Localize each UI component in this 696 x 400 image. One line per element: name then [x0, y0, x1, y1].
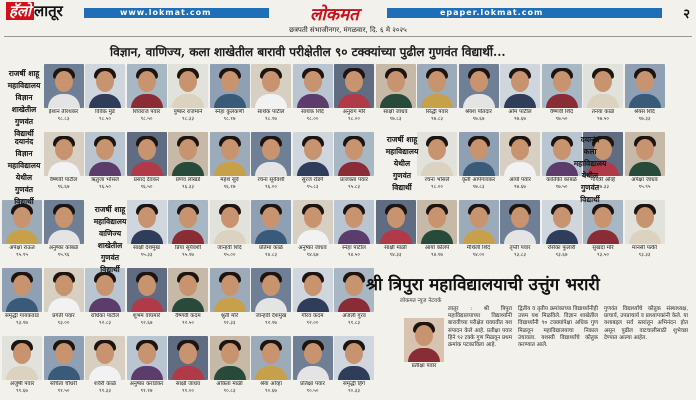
- student-photo: [210, 64, 250, 108]
- student-percentage: ९४.८३: [265, 252, 277, 258]
- student-name: प्रतिमा काळे: [259, 245, 283, 251]
- section-label-line: वाणिज्य: [98, 229, 122, 238]
- section-label-line: गुणवंत: [100, 253, 120, 262]
- student-percentage: ९०.८३: [223, 388, 236, 394]
- student-photo: [251, 336, 291, 380]
- student-photo: [542, 64, 582, 108]
- student-photo: [210, 336, 250, 380]
- student-percentage: ९८.००: [348, 116, 360, 122]
- student-percentage: ९६.१७: [223, 184, 236, 190]
- student-percentage: ९३.५०: [597, 252, 609, 258]
- student-card: [625, 64, 665, 122]
- dateline: छत्रपती संभाजीनगर, मंगळवार, दि. ६ मे २०२५: [289, 26, 407, 34]
- student-percentage: ९७.५०: [555, 184, 568, 190]
- student-percentage: ९७.५०: [555, 116, 568, 122]
- section-label-block2: [4, 136, 44, 208]
- student-percentage: ९१.१७: [140, 388, 153, 394]
- student-card: [293, 336, 333, 394]
- article-column-1: लातूर : श्री त्रिपुरा महाविद्यालयाच्या विद्यार्थ्यांनी बारावीच्या परीक्षेत घवघवीत यश संपादन केले आहे. प्रतीक्षा पवार हिने ९२ टक्के गुण मिळवून प्रथम क्रमांक पटकाविला आहे.: [448, 306, 512, 349]
- student-percentage: ९८.००: [431, 184, 443, 190]
- student-photo: [168, 200, 208, 244]
- student-card: [210, 200, 250, 258]
- student-card: [2, 200, 42, 258]
- student-photo: [168, 132, 208, 176]
- masthead: [0, 0, 696, 24]
- student-card: [293, 132, 333, 190]
- student-percentage: ९२.१७: [265, 320, 277, 326]
- student-photo: [168, 64, 208, 108]
- student-percentage: ९६.६७: [57, 184, 70, 190]
- student-name: सार्थक शिंदे: [301, 109, 324, 115]
- student-name: मानसी पत्की: [632, 245, 657, 251]
- student-name: शिवराज पवार: [132, 109, 161, 115]
- student-percentage: ९८.१७: [223, 116, 236, 122]
- student-percentage: ९४.१७: [431, 252, 443, 258]
- student-photo: [2, 268, 42, 312]
- student-photo: [44, 132, 84, 176]
- student-name: श्रेया ओव्हा: [260, 381, 282, 387]
- student-photo: [583, 200, 623, 244]
- student-photo: [2, 336, 42, 380]
- student-name: कृती आपेगावकर: [461, 177, 496, 183]
- student-card: [293, 64, 333, 122]
- student-photo: [500, 200, 540, 244]
- student-name: श्रेयस शिंदे: [634, 109, 655, 115]
- student-card: [168, 268, 208, 326]
- student-photo: [293, 64, 333, 108]
- student-percentage: ९५.८३: [348, 184, 360, 190]
- student-name: सुखदा मोरे: [592, 245, 614, 251]
- student-percentage: ९२.३३: [223, 320, 236, 326]
- student-photo: [251, 200, 291, 244]
- student-percentage: ९७.८३: [472, 184, 485, 190]
- student-name: आर्या पवार: [509, 177, 531, 183]
- student-card: [85, 268, 125, 326]
- student-percentage: ९१.००: [182, 388, 194, 394]
- student-name: सार्थक पाटील: [257, 109, 285, 115]
- article-title: श्री त्रिपुरा महाविद्यालयाची उत्तुंग भरारी: [366, 275, 600, 295]
- student-percentage: ९७.६७: [514, 184, 526, 190]
- student-photo: [459, 200, 499, 244]
- student-name: प्राजक्ता पवार: [340, 177, 368, 183]
- section-label-line: राजर्षी शाहू: [8, 69, 40, 78]
- student-percentage: ९७.३३: [597, 184, 609, 190]
- student-percentage: ९४.५०: [348, 252, 360, 258]
- student-photo: [376, 64, 416, 108]
- student-card: [334, 336, 374, 394]
- student-name: पुष्कर राजमाने: [173, 109, 203, 115]
- student-percentage: ९६.३३: [182, 184, 194, 190]
- section-label-line: महाविद्यालय: [7, 81, 41, 90]
- student-card: [459, 132, 499, 190]
- student-name: साक्षी जाधव: [175, 381, 201, 387]
- student-name: स्नेहा कुलकर्णी: [215, 109, 244, 115]
- website-right: epaper.lokmat.com: [440, 8, 544, 17]
- student-name: साक्षी जाधव: [383, 109, 408, 115]
- student-photo: [459, 64, 499, 108]
- student-percentage: ९२.००: [306, 320, 319, 326]
- student-name: अंजली गुरव: [342, 313, 366, 319]
- student-photo: [293, 268, 333, 312]
- student-card: [542, 64, 582, 122]
- student-percentage: ९२.८३: [99, 320, 111, 326]
- student-photo: [542, 200, 582, 244]
- student-percentage: ९५.८३: [306, 184, 319, 190]
- student-photo: [376, 200, 416, 244]
- student-name: संचिता चौधरी: [50, 381, 77, 387]
- student-card: [168, 200, 208, 258]
- student-photo: [625, 64, 665, 108]
- student-card: [127, 64, 167, 122]
- brand-prefix: हॅलो: [6, 2, 34, 20]
- student-photo: [625, 200, 665, 244]
- section-label-line: गुणवंत: [14, 117, 34, 126]
- student-card: [500, 200, 540, 258]
- student-name: जान्हवी शिंदे: [217, 245, 242, 251]
- student-name: श्रेयश पोतदार: [465, 109, 492, 115]
- student-card: [334, 64, 374, 122]
- student-name: आर्या कोलपे: [424, 245, 450, 251]
- student-name: ओम पाटील: [508, 109, 532, 115]
- divider: [4, 36, 692, 37]
- student-percentage: ९४.००: [472, 252, 485, 258]
- student-name: स्नेहा पाटील: [342, 245, 366, 251]
- section-label-line: येथील: [393, 159, 411, 168]
- student-percentage: ९०.५०: [306, 388, 319, 394]
- student-photo: [334, 64, 374, 108]
- article-column-3: गुणवंत विद्यार्थ्यांचे कौतुक संस्थाध्यक्ष, प्राचार्य, उपप्राचार्य व प्राध्यापकांनी केले. या यशाबद्दल सर्व स्तरांतून अभिनंदन होत असून पुढील वाटचालीसाठी शुभेच्छा देण्यात आल्या आहेत.: [604, 306, 688, 341]
- student-name: शर्वरी काळे: [93, 381, 117, 387]
- student-percentage: ९३.८३: [514, 252, 526, 258]
- student-card: [459, 64, 499, 122]
- student-name: रचना सूर्यवंशी: [257, 177, 285, 183]
- student-name: साक्षी देशमुख: [133, 245, 160, 251]
- student-name: मैथिली शिंदे: [466, 245, 491, 251]
- student-name: अनुष्का करांडेकर: [129, 381, 164, 387]
- student-name: कार्तिकी कांबळे: [546, 177, 577, 183]
- student-percentage: ९१.६७: [16, 388, 28, 394]
- student-name: तृप्ती पवार: [509, 245, 531, 251]
- student-photo: [127, 64, 167, 108]
- student-percentage: ९७.६७: [472, 116, 485, 122]
- article-inset-photo: [404, 318, 444, 370]
- student-card: [500, 64, 540, 122]
- student-card: [44, 268, 84, 326]
- student-name: अंजुषी पवार: [9, 381, 35, 387]
- student-name: प्रिया सूर्यवंशी: [174, 245, 202, 251]
- section-label-line: विद्यार्थी: [392, 183, 412, 192]
- student-name: प्रसाद देवकर: [133, 177, 160, 183]
- student-card: [44, 132, 84, 190]
- student-percentage: ९६.५०: [99, 184, 111, 190]
- student-photo: [127, 132, 167, 176]
- student-percentage: ९५.१७: [182, 252, 194, 258]
- section-label-line: दयानंद: [580, 135, 600, 144]
- student-percentage: ९६.००: [265, 184, 277, 190]
- section-label-line: विज्ञान: [15, 149, 33, 158]
- student-name: ऋतुजा भोसले: [91, 177, 119, 183]
- student-photo: [85, 336, 125, 380]
- student-card: [376, 64, 416, 122]
- student-percentage: ९१.८३: [348, 320, 360, 326]
- student-name: अनुष्का कांबळे: [48, 245, 79, 251]
- article-column-2: द्वितीय व तृतीय क्रमांकाच्या विद्यार्थ्यांनीही उत्तम यश मिळविले. विज्ञान शाखेतील विद्यार्थ्यांनी ९० टक्क्यांपेक्षा अधिक गुण मिळवून महाविद्यालयाचा निकाल उंचावला. यशस्वी विद्यार्थ्यांचे कौतुक करण्यात आले.: [518, 306, 598, 349]
- student-card: [210, 132, 250, 190]
- student-percentage: ९३.३३: [638, 252, 651, 258]
- student-name: साक्षी माळी: [384, 245, 407, 251]
- student-percentage: ९५.९५: [16, 252, 28, 258]
- section-label-line: गुणवंत: [14, 185, 34, 194]
- student-name: तनया काळे: [591, 109, 615, 115]
- student-card: [625, 200, 665, 258]
- student-percentage: ९८.५०: [140, 116, 153, 122]
- student-photo: [251, 132, 291, 176]
- student-photo: [44, 336, 84, 380]
- student-percentage: ९८.८३: [57, 116, 70, 122]
- student-photo: [500, 132, 540, 176]
- student-name: वैष्णवी शिंदे: [549, 109, 574, 115]
- student-name: अपेक्षा जाधव: [631, 177, 658, 183]
- student-card: [127, 132, 167, 190]
- student-photo: [293, 200, 333, 244]
- student-card: [168, 336, 208, 394]
- student-name: विवेक मुंडे: [95, 109, 115, 115]
- brand-name: [6, 1, 63, 21]
- section-label-line: विद्यार्थी: [14, 197, 34, 206]
- student-card: [44, 200, 84, 258]
- student-name: प्रगती पवार: [52, 313, 75, 319]
- student-name: प्रतिक्षा पवार: [300, 381, 325, 387]
- student-card: [2, 268, 42, 326]
- student-card: [85, 336, 125, 394]
- student-photo: [44, 200, 84, 244]
- student-card: [376, 200, 416, 258]
- student-photo: [251, 64, 291, 108]
- student-card: [293, 200, 333, 258]
- student-percentage: ९५.३३: [140, 252, 153, 258]
- student-card: [210, 336, 250, 394]
- section-label-line: शाखेतील: [97, 241, 123, 250]
- student-card: [44, 336, 84, 394]
- website-left: www.lokmat.com: [120, 8, 212, 17]
- student-name: गायत्री ओव्हे: [590, 177, 616, 183]
- student-card: [583, 200, 623, 258]
- section-label-line: दयानंद: [14, 137, 34, 146]
- student-name: राधिका पाटील: [90, 313, 120, 319]
- student-percentage: ९४.३३: [389, 252, 402, 258]
- student-card: [542, 200, 582, 258]
- student-card: [583, 64, 623, 122]
- student-name: वैष्णवी कदम: [175, 313, 201, 319]
- student-card: [210, 268, 250, 326]
- section-label-line: महाविद्यालय: [385, 147, 419, 156]
- student-card: [168, 64, 208, 122]
- student-percentage: ९१.५०: [57, 388, 70, 394]
- student-percentage: ९२.६७: [140, 320, 153, 326]
- student-card: [293, 268, 333, 326]
- student-card: [334, 132, 374, 190]
- student-name: वैष्णवी पाटील: [49, 177, 78, 183]
- student-name: अपेक्षा राऊत: [9, 245, 35, 251]
- student-name: महेश सुर्वे: [220, 177, 239, 183]
- section-label-line: विद्यार्थी: [14, 129, 34, 138]
- student-card: [417, 64, 457, 122]
- section-label-line: कला: [583, 147, 597, 156]
- student-name: अनुष्का जाधव: [298, 245, 327, 251]
- student-card: [44, 64, 84, 122]
- student-photo: [417, 200, 457, 244]
- student-percentage: ९७.८३: [389, 116, 402, 122]
- student-photo: [625, 132, 665, 176]
- student-card: [85, 132, 125, 190]
- section-label-block5: [568, 134, 612, 206]
- section-label-line: शाखेतील: [11, 105, 37, 114]
- section-label-line: गुणवंत: [392, 171, 412, 180]
- student-name: रचना भोसले: [424, 177, 450, 183]
- student-photo: [500, 64, 540, 108]
- student-percentage: ९८.००: [306, 116, 319, 122]
- student-card: [2, 336, 42, 394]
- student-card: [251, 336, 291, 394]
- student-percentage: ९५.००: [223, 252, 236, 258]
- section-label-line: गुणवंत: [580, 183, 600, 192]
- student-percentage: ९८.३३: [182, 116, 194, 122]
- student-card: [417, 200, 457, 258]
- section-label-line: महाविद्यालय: [573, 159, 607, 168]
- student-percentage: ९८.५०: [99, 116, 111, 122]
- section-label-block4: [380, 134, 424, 194]
- section-label-line: महाविद्यालय: [93, 217, 127, 226]
- section-label-line: विद्यार्थी: [580, 195, 600, 204]
- student-card: [210, 64, 250, 122]
- student-photo: [85, 132, 125, 176]
- student-name: जान्हवी देशमुख: [255, 313, 287, 319]
- article-byline: लोकमत न्यूज नेटवर्क: [400, 298, 442, 304]
- student-card: [625, 132, 665, 190]
- student-card: [251, 200, 291, 258]
- student-card: [334, 200, 374, 258]
- page-number: २: [683, 7, 690, 22]
- student-name: रसिका फुलारी: [547, 245, 576, 251]
- section-label-line: येथील: [15, 173, 33, 182]
- student-card: [251, 64, 291, 122]
- student-photo: [168, 336, 208, 380]
- student-photo: [251, 268, 291, 312]
- student-percentage: ९७.३३: [638, 116, 651, 122]
- section-label-line: महाविद्यालय: [7, 161, 41, 170]
- student-percentage: ९७.६७: [514, 116, 526, 122]
- lokmat-logo: लोकमत: [310, 5, 359, 25]
- student-card: [127, 268, 167, 326]
- student-card: [251, 268, 291, 326]
- student-name: समृद्धी गायकवाड: [5, 313, 39, 319]
- student-photo: [334, 336, 374, 380]
- student-percentage: ९१.३३: [99, 388, 111, 394]
- student-name: अनुराग मोरे: [342, 109, 366, 115]
- student-percentage: ९५.९६: [57, 252, 70, 258]
- student-percentage: ९६.५०: [140, 184, 153, 190]
- student-card: [251, 132, 291, 190]
- student-photo: [210, 200, 250, 244]
- student-percentage: ९२.५०: [182, 320, 194, 326]
- student-name: प्रणव लोखंडे: [175, 177, 201, 183]
- student-name: गौरव कदम: [301, 313, 324, 319]
- section-label-line: राजर्षी शाहू: [386, 135, 418, 144]
- section-label-line: येथील: [581, 171, 599, 180]
- student-percentage: ९५.९५: [638, 184, 651, 190]
- student-percentage: ९४.६७: [306, 252, 319, 258]
- student-photo: [334, 200, 374, 244]
- student-percentage: ९३.६७: [555, 252, 568, 258]
- student-photo: [210, 132, 250, 176]
- student-card: [127, 200, 167, 258]
- student-card: [459, 200, 499, 258]
- student-photo: [459, 132, 499, 176]
- inset-name: प्रतीक्षा पवार: [411, 363, 437, 369]
- section-label-block3: [88, 204, 132, 276]
- student-photo: [168, 268, 208, 312]
- student-percentage: ९७.८३: [431, 116, 443, 122]
- student-percentage: ९०.६७: [265, 388, 277, 394]
- student-photo: [417, 64, 457, 108]
- inset-photo: [404, 318, 444, 362]
- section-label-line: राजर्षी शाहू: [94, 205, 126, 214]
- student-card: [168, 132, 208, 190]
- student-name: ईशान तीरथकर: [48, 109, 79, 115]
- student-percentage: ९०.३३: [348, 388, 360, 394]
- student-photo: [44, 64, 84, 108]
- student-photo: [127, 336, 167, 380]
- student-percentage: ९७.५०: [597, 116, 609, 122]
- student-photo: [293, 336, 333, 380]
- student-percentage: ९८.१७: [265, 116, 277, 122]
- student-name: श्रुती मोरे: [220, 313, 239, 319]
- student-name: सुरज रोडगे: [301, 177, 324, 183]
- page-headline: विज्ञान, वाणिज्य, कला शाखेतील बारावी परीक्षेतील ९० टक्क्यांच्या पुढील गुणवंत विद्यार्थी...: [110, 45, 506, 59]
- student-card: [127, 336, 167, 394]
- student-card: [85, 64, 125, 122]
- student-photo: [334, 132, 374, 176]
- student-card: [500, 132, 540, 190]
- student-percentage: ९३.१७: [16, 320, 28, 326]
- section-label-line: विद्यार्थी: [100, 265, 120, 274]
- student-name: अंकिता माळी: [216, 381, 243, 387]
- student-photo: [44, 268, 84, 312]
- student-percentage: ९३.००: [57, 320, 70, 326]
- student-name: शुभम वाघमारे: [132, 313, 161, 319]
- student-photo: [127, 200, 167, 244]
- section-label-block1: [4, 68, 44, 140]
- student-photo: [293, 132, 333, 176]
- student-photo: [210, 268, 250, 312]
- student-name: समृद्धी हिंगे: [342, 381, 366, 387]
- student-photo: [583, 64, 623, 108]
- student-photo: [127, 268, 167, 312]
- student-photo: [85, 64, 125, 108]
- student-name: सिद्धी पवार: [425, 109, 449, 115]
- brand-city: लातूर: [34, 2, 63, 20]
- section-label-line: विज्ञान: [15, 93, 33, 102]
